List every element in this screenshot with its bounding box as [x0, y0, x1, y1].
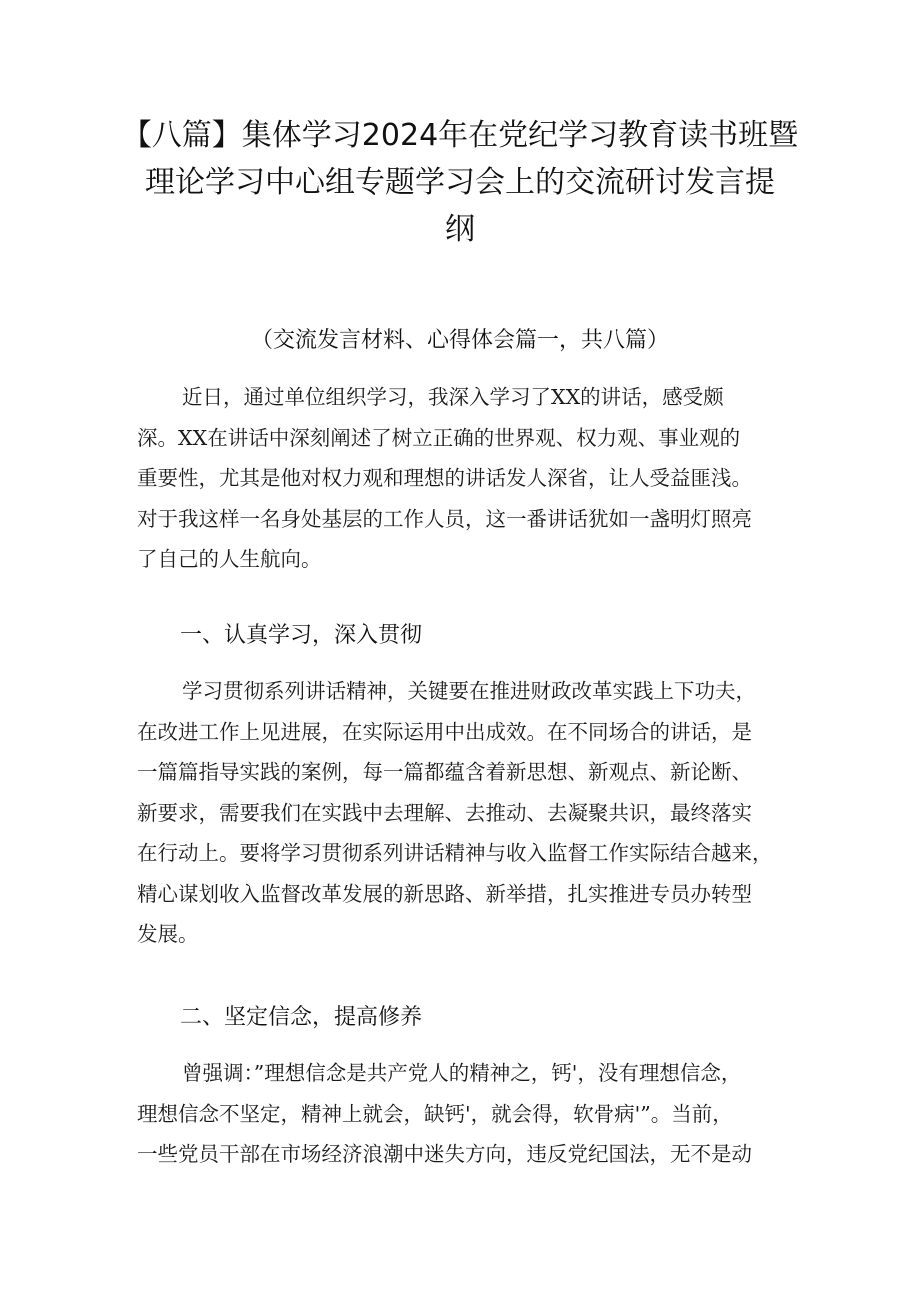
paragraph-line: 学习贯彻系列讲话精神，关键要在推进财政改革实践上下功夫，	[182, 679, 756, 703]
section-heading-2: 二、坚定信念，提高修养	[180, 1005, 423, 1030]
section-1-paragraph	[137, 671, 797, 955]
paragraph-line: 在行动上。要将学习贯彻系列讲话精神与收入监督工作实际结合越来，	[137, 841, 773, 865]
paragraph-line: 精心谋划收入监督改革发展的新思路、新举措，扎实推进专员办转型	[137, 881, 752, 906]
paragraph-line: 在改进工作上见进展，在实际运用中出成效。在不同场合的讲话，是	[137, 719, 752, 744]
section-2-paragraph	[137, 1053, 797, 1175]
title-line-3: 纲	[445, 212, 475, 247]
paragraph-line: 重要性，尤其是他对权力观和理想的讲话发人深省，让人受益匪浅。	[137, 466, 752, 490]
paragraph-line: 对于我这样一名身处基层的工作人员，这一番讲话犹如一盏明灯照亮	[137, 506, 752, 531]
title-line-2: 理论学习中心组专题学习会上的交流研讨发言提	[145, 165, 775, 200]
paragraph-line: 近日，通过单位组织学习，我深入学习了XX的讲话，感受颇	[182, 385, 724, 409]
document-subtitle: （交流发言材料、心得体会篇一，共八篇）	[250, 328, 669, 353]
paragraph-line: 曾强调：”理想信念是共产党人的精神之，钙'，没有理想信念，	[182, 1061, 742, 1085]
paragraph-line: 发展。	[137, 922, 199, 946]
paragraph-line: 一些党员干部在市场经济浪潮中迷失方向，违反党纪国法，无不是动	[137, 1142, 752, 1166]
paragraph-line: 了自己的人生航向。	[137, 547, 322, 571]
section-heading-1: 一、认真学习，深入贯彻	[180, 623, 423, 648]
document-title	[120, 112, 800, 253]
paragraph-line: 理想信念不坚定，精神上就会，缺钙'，就会得，软骨病'”。当前，	[137, 1101, 733, 1126]
intro-paragraph	[137, 377, 797, 580]
paragraph-line: 新要求，需要我们在实践中去理解、去推动、去凝聚共识，最终落实	[137, 800, 752, 825]
paragraph-line: 一篇篇指导实践的案例，每一篇都蕴含着新思想、新观点、新论断、	[137, 760, 752, 784]
paragraph-line: 深。XX在讲话中深刻阐述了树立正确的世界观、权力观、事业观的	[137, 425, 741, 450]
title-line-1: 【八篇】集体学习2024年在党纪学习教育读书班暨	[121, 118, 799, 153]
